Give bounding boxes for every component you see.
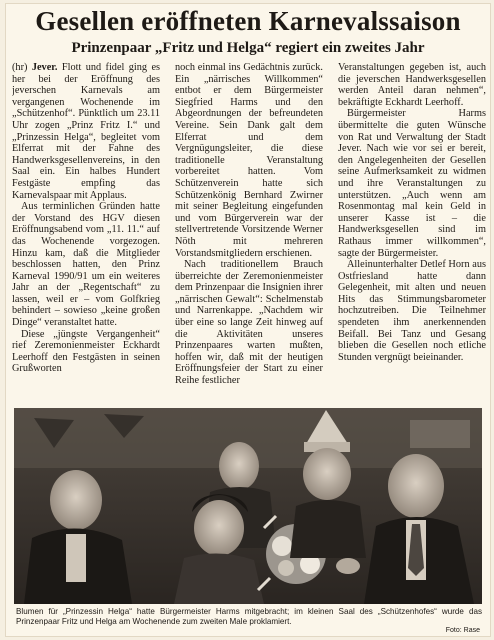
article-subheadline: Prinzenpaar „Fritz und Helga“ regiert ein zweites Jahr [71,40,425,56]
newspaper-clipping [6,4,490,636]
press-photo [14,408,482,604]
dateline-place: Jever. [31,62,58,73]
paragraph: Veranstaltungen gegeben ist, auch die jeverschen Handwerksgesellen werden Anteil daran nehmen“, bekräftigte Eckhardt Leerhoff. [338,62,486,108]
photo-credit: Foto: Rase [445,627,480,634]
dateline-source: (hr) [12,62,28,73]
paragraph: Aus terminlichen Gründen hatte der Vorstand des HGV diesen Eröffnungsabend vom „11. 11.“ auf das Wochenende vorgezogen. Hinzu kam, daß die Mitglieder beschlossen hatten, den Prinz Karneval 1990/91 um ein weiteres Jahr an der „Regentschaft“ zu lassen, weil er – vom Golfkrieg behindert – sowieso „keine großen Dinge“ veranstaltet hatte. [12,201,160,329]
photo-caption: Blumen für „Prinzessin Helga“ hatte Bürgermeister Harms mitgebracht; im kleinen Saal des „Schützenhofes“ wurde das Prinzenpaar Fritz und Helga am Wochenende zum zweiten Male proklamiert. [16,607,482,626]
paragraph: Nach traditionellem Brauch überreichte der Zeremonienmeister dem Prinzenpaar die Insignien ihrer „närrischen Gewalt“: Schelmenstab und Narrenkappe. „Nachdem wir über eine so lange Zeit hinweg auf die Aktivitäten unseres Prinzenpaares warten mußten, hoffen wir, daß mit der heutigen Eröffnungsfeier der Start zu einer Reihe festlicher [175,259,323,387]
paragraph-text: Flott und fidel ging es her bei der Eröffnung des jeverschen Karnevals am vergangenen Wochenende im „Schützenhof“. Pünktlich um 23.11 Uhr zogen „Prinz Fritz I.“ und „Prinzessin Helga“, begleitet vom Elferrat mit der Fahne des Handwerksgesellenvereins, in den Saal ein. Ein halbes Hundert Festgäste empfing das Karnevalspaar mit Applaus. [12,62,160,201]
paragraph: Alleinunterhalter Detlef Horn aus Ostfriesland hatte dann Gelegenheit, mit alten und neuen Hits das Stimmungsbarometer hochzutreiben. Die Teilnehmer spendeten ihm anerkennenden Beifall. Bei Tanz und Gesang blieben die Gesellen noch etliche Stunden vergnügt beieinander. [338,259,486,363]
paragraph: Bürgermeister Harms übermittelte die guten Wünsche von Rat und Verwaltung der Stadt Jever. Nach wie vor sei er bereit, den Angelegenheiten der Gesellen seine Aufmerksamkeit zu widmen und ihre Veranstaltungen zu unterstützen. „Auch wenn am Rosenmontag mal kein Geld in unserer Kasse ist – die Handwerksgesellen sind im Rathaus immer willkommen“, sagte der Bürgermeister. [338,108,486,259]
article-headline: Gesellen eröffneten Karnevalssaison [35,6,461,36]
article-body [10,62,488,402]
paragraph: Diese „jüngste Vergangenheit“ rief Zeremonienmeister Eckhardt Leerhoff den Festgästen in seinen Grußworten [12,328,160,375]
paragraph: noch einmal ins Gedächtnis zurück. Ein „närrisches Willkommen“ entbot er dem Bürgermeister Siegfried Harms und den Abgeordnungen der befreundeten Vereine. Sein Dank galt dem Elferrat und dem Vergnügungsleiter, die diese traditionelle Veranstaltung vorbereitet hatten. Vom Schützenverein hatte sich Schützenkönig Bernhard Zwirner mit seiner Begleitung eingefunden und vom Bürgerverein war der stellvertretende Vorsitzende Werner Nöth mit mehreren Vorstandsmitgliedern erschienen. [175,62,323,259]
photo-scene [14,408,482,604]
column-3 [338,62,486,402]
paragraph [12,62,160,201]
column-2 [175,62,323,402]
column-1 [12,62,160,402]
